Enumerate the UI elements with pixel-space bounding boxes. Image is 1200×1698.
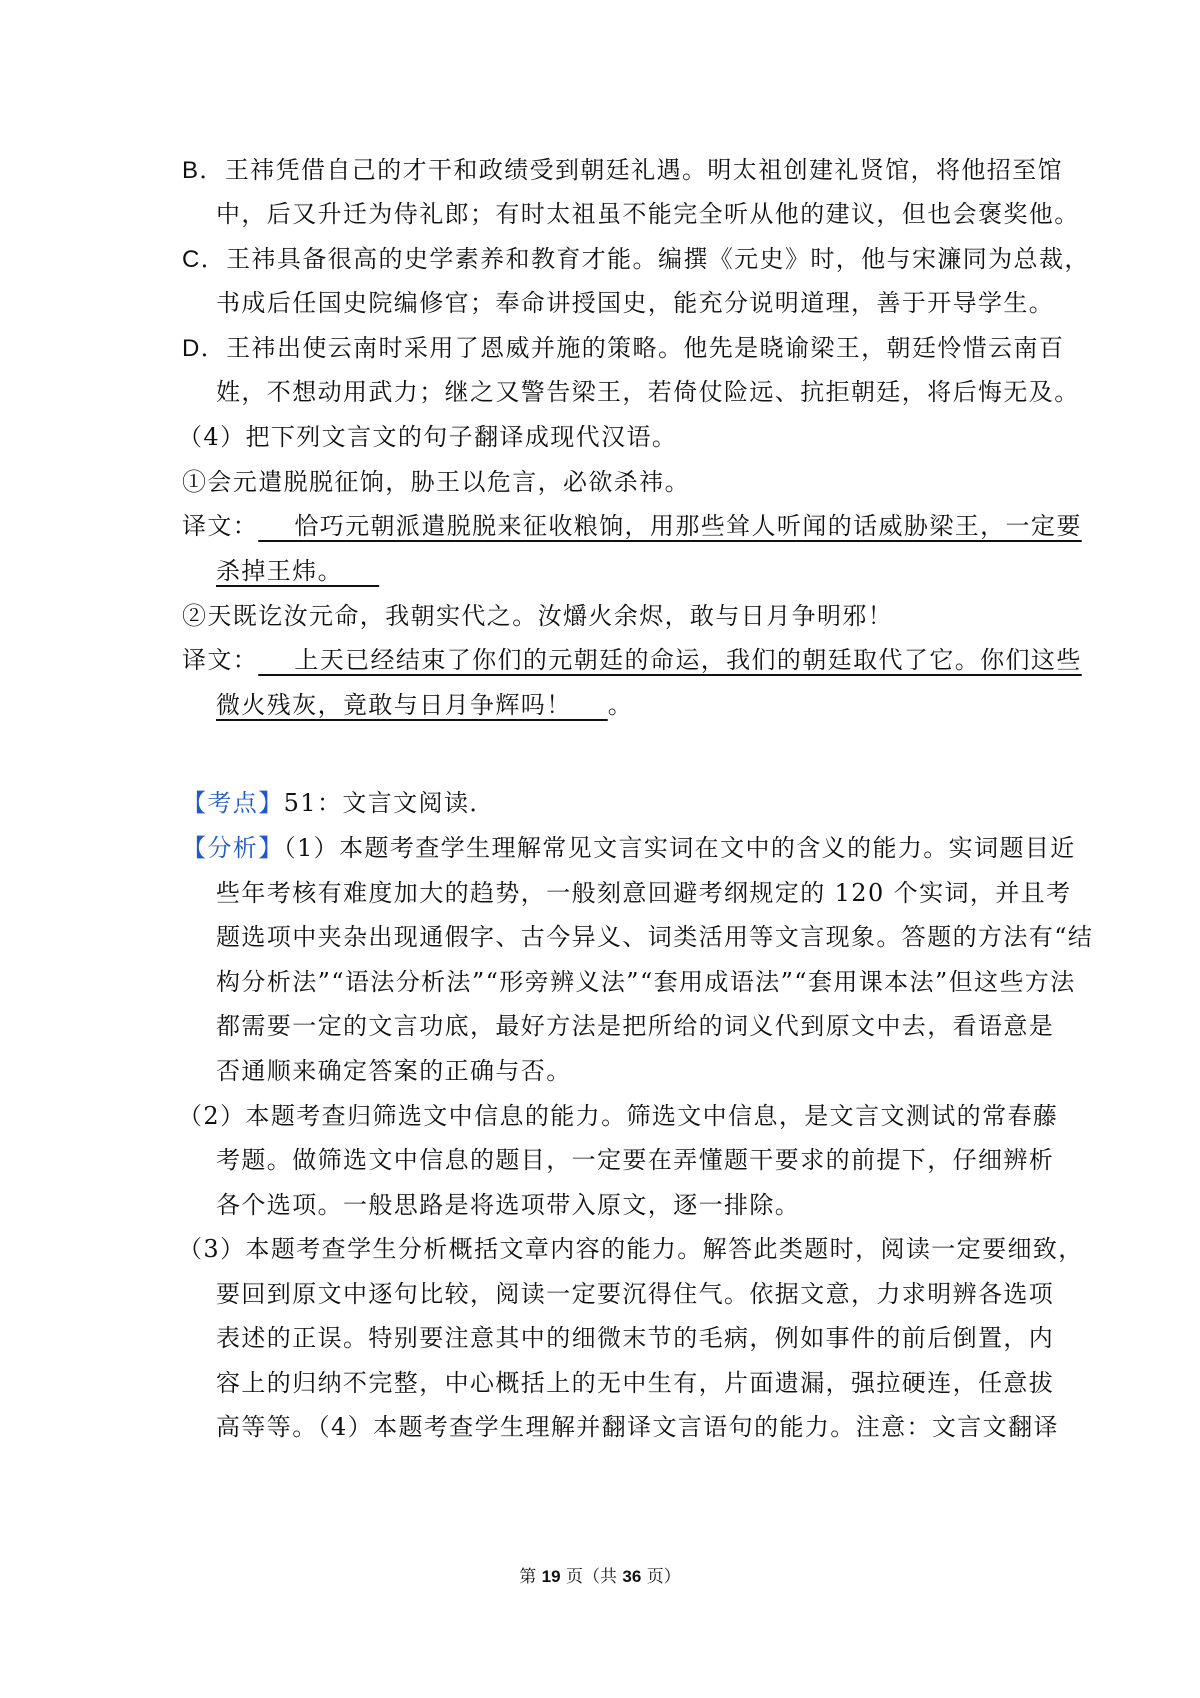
option-c-text-2: 书成后任国史院编修官；奉命讲授国史，能充分说明道理，善于开导学生。 [216, 289, 1055, 317]
fenxi-p1-line: 题选项中夹杂出现通假字、古今异义、词类活用等文言现象。答题的方法有“结 [216, 923, 1094, 951]
footer-total-pages: 36 [622, 1567, 642, 1586]
option-d-text-1: 王祎出使云南时采用了恩威并施的策略。他先是晓谕梁王，朝廷怜惜云南百 [226, 334, 1065, 362]
q4-translation-1-cont [216, 551, 1040, 591]
fenxi-p3-line: （3）本题考查学生分析概括文章内容的能力。解答此类题时，阅读一定要细致， [178, 1235, 1084, 1263]
fenxi-p1-line: 些年考核有难度加大的趋势，一般刻意回避考纲规定的 120 个实词，并且考 [216, 879, 1072, 907]
fenxi-p2-line: 考题。做筛选文中信息的题目，一定要在弄懂题干要求的前提下，仔细辨析 [216, 1146, 1055, 1174]
q4-prompt: （4）把下列文言文的句子翻译成现代汉语。 [178, 423, 678, 451]
q4-translation-1 [182, 506, 1082, 546]
page-footer [0, 1562, 1200, 1587]
option-c [182, 239, 1090, 279]
kaodian-text: 51：文言文阅读． [283, 789, 495, 817]
translation-1-label: 译文： [182, 512, 259, 540]
fenxi-p3-line: 要回到原文中逐句比较，阅读一定要沉得住气。依据文意，力求明辨各选项 [216, 1280, 1055, 1308]
fenxi-p1-line: 否通顺来确定答案的正确与否。 [216, 1057, 572, 1085]
option-c-text-1: 王祎具备很高的史学素养和教育才能。编撰《元史》时，他与宋濂同为总裁， [226, 245, 1090, 273]
option-b-text-2: 中，后又升迁为侍礼郎；有时太祖虽不能完全听从他的建议，但也会褒奖他。 [216, 200, 1080, 228]
option-b-label: B． [182, 157, 225, 184]
q4-sentence-1: ①会元遣脱脱征饷，胁王以危言，必欲杀祎。 [182, 468, 690, 496]
option-d [182, 328, 1065, 368]
fenxi-p3-line: 表述的正误。特别要注意其中的细微末节的毛病，例如事件的前后倒置，内 [216, 1324, 1055, 1352]
option-b [182, 150, 1064, 190]
fenxi-p3-line: 容上的归纳不完整，中心概括上的无中生有，片面遗漏，强拉硬连，任意拔 [216, 1369, 1055, 1397]
q4-translation-2 [182, 640, 1082, 680]
kaodian-tag: 【考点】 [182, 789, 284, 817]
footer-page-number: 19 [541, 1567, 561, 1586]
footer-middle: 页（共 [566, 1567, 617, 1587]
fenxi-tag: 【分析】 [182, 834, 284, 862]
fenxi-first-line [182, 828, 1076, 868]
option-d-text-2: 姓，不想动用武力；继之又警告梁王，若倚仗险远、抗拒朝廷，将后悔无及。 [216, 378, 1080, 406]
option-d-label: D． [182, 335, 227, 362]
translation-2-text-1: 上天已经结束了你们的元朝廷的命运，我们的朝廷取代了它。你们这些 [258, 646, 1082, 674]
translation-2-text-2: 微火残灰，竟敢与日月争辉吗！ [216, 691, 608, 719]
q4-sentence-2: ②天既讫汝元命，我朝实代之。汝爝火余烬，敢与日月争明邪！ [182, 602, 894, 630]
fenxi-p2-line: 各个选项。一般思路是将选项带入原文，逐一排除。 [216, 1191, 801, 1219]
translation-1-text-1: 恰巧元朝派遣脱脱来征收粮饷，用那些耸人听闻的话威胁梁王，一定要 [258, 512, 1082, 540]
kaodian [182, 783, 1040, 823]
fenxi-p2-line: （2）本题考查归筛选文中信息的能力。筛选文中信息，是文言文测试的常春藤 [178, 1102, 1059, 1130]
q4-translation-2-cont [216, 685, 1040, 725]
footer-suffix: 页） [646, 1567, 681, 1587]
fenxi-p1-line: 都需要一定的文言功底，最好方法是把所给的词义代到原文中去，看语意是 [216, 1012, 1055, 1040]
option-c-label: C． [182, 246, 227, 273]
option-b-text-1: 王祎凭借自己的才干和政绩受到朝廷礼遇。明太祖创建礼贤馆，将他招至馆 [224, 156, 1064, 184]
fenxi-p1-line: 构分析法”“语法分析法”“形旁辨义法”“套用成语法”“套用课本法”但这些方法 [216, 968, 1076, 996]
fenxi-p1-line: （1）本题考查学生理解常见文言实词在文中的含义的能力。实词题目近 [283, 834, 1076, 862]
footer-prefix: 第 [519, 1567, 537, 1587]
translation-2-label: 译文： [182, 646, 259, 674]
fenxi-p3-line: 高等等。（4）本题考查学生理解并翻译文言语句的能力。注意：文言文翻译 [216, 1413, 1059, 1441]
translation-1-text-2: 杀掉王炜。 [216, 557, 380, 585]
translation-2-end: 。 [607, 691, 634, 719]
